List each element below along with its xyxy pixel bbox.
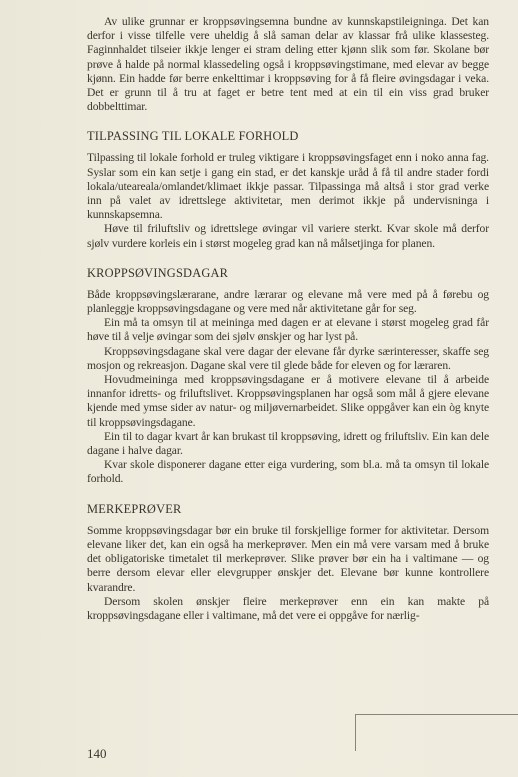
paragraph: Både kroppsøvingslærarane, andre lærarar og elevane må vere med på å førebu og planleggje kroppsøvingsdagane og vere med når aktivitetane går for seg. xyxy=(87,287,489,316)
paragraph: Kroppsøvingsdagane skal vere dagar der elevane får dyrke særinteresser, skaffe seg mosjon og rekreasjon. Dagane skal vere til glede både for eleven og for læraren. xyxy=(87,344,489,372)
section-heading-merke: MERKEPRØVER xyxy=(87,501,182,516)
paragraph: Hovudmeininga med kroppsøvingsdagane er å motivere elevane til å arbeide innanfor idretts- og friluftslivet. Kroppsøvingsplanen har også som mål å gjere elevane kjende med ymse sider av natur- og miljøvernarbeidet. Slike oppgåver kan ein òg knyte til kroppsøvingsdagane. xyxy=(87,373,489,429)
intro-paragraph: Av ulike grunnar er kroppsøvingsemna bundne av kunnskapstileigninga. Det kan derfor i visse tilfelle vere uheldig å slå saman delar av klassar frå ulike klassesteg. Faginnhaldet tilseier ikkje lenger ei stram deling etter kjønn slik som før. Skolane bør prøve å halde på normal klassedeling også i kroppsøvingstimane, med elevar av begge kjønn. Ein hadde før berre enkelttimar i kroppsøving for å få fleire øvingsdagar i veka. Det er grunn til å tru at faget er betre tent med at ein til ein viss grad bruker dobbelttimar. xyxy=(87,15,489,114)
page-text xyxy=(87,15,489,623)
paragraph: Somme kroppsøvingsdagar bør ein bruke til forskjellige former for aktivitetar. Dersom elevane liker det, kan ein også ha merkeprøver. Men ein må vere varsam med å bruke det obligatoriske timetalet til merkeprøver. Slike prøver bør ein ha i valtimane — og berre dersom elevar eller elevgrupper ønskjer det. Elevane bør kunne kontrollere kvarandre. xyxy=(87,523,489,594)
section-heading-dagar: KROPPSØVINGSDAGAR xyxy=(87,265,229,280)
section-heading-tilpassing: TILPASSING TIL LOKALE FORHOLD xyxy=(87,129,299,144)
paragraph: Kvar skole disponerer dagane etter eiga vurdering, som bl.a. må ta omsyn til lokale forhold. xyxy=(87,458,489,486)
page-number: 140 xyxy=(87,746,107,761)
paragraph: Ein til to dagar kvart år kan brukast til kroppsøving, idrett og friluftsliv. Ein kan dele dagane i halve dagar. xyxy=(87,429,489,458)
paragraph: Dersom skolen ønskjer fleire merkeprøver enn ein kan makte på kroppsøvingsdagane eller i valtimane, må det vere ei oppgåve for nærlig- xyxy=(87,594,489,622)
paragraph: Høve til friluftsliv og idrettslege øvingar vil variere sterkt. Kvar skole må derfor sjølv vurdere korleis ein i størst mogeleg grad kan nå målsetjinga for planen. xyxy=(87,222,489,250)
paragraph: Tilpassing til lokale forhold er truleg viktigare i kroppsøvingsfaget enn i noko anna fag. Syslar som ein kan setje i gang ein stad, er det kanskje uråd å få til andre stader fordi lokala/utearealа/omlandet/klimaet ikkje passar. Tilpassinga må altså i stor grad verke inn på valet av idrettslege aktivitetar, men derimot ikkje på undervisninga i kunnskapsemna. xyxy=(87,151,489,222)
scan-line xyxy=(355,714,518,715)
paragraph: Ein må ta omsyn til at meininga med dagen er at elevane i størst mogeleg grad får høve til å velje øvingar som dei sjølv ønskjer og har lyst på. xyxy=(87,316,489,344)
scan-line xyxy=(355,714,356,751)
